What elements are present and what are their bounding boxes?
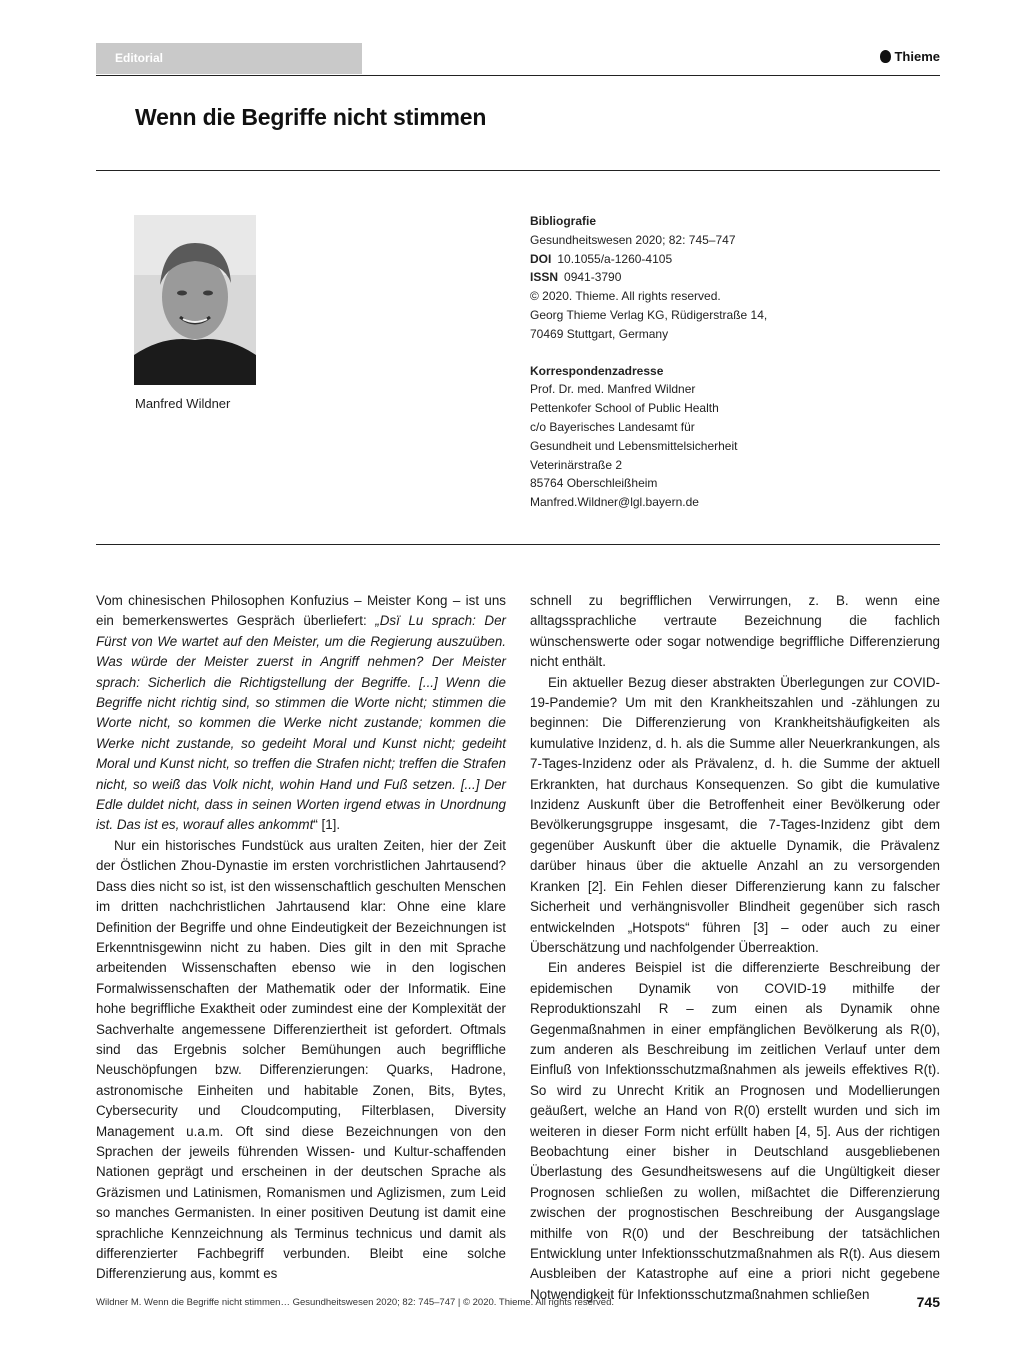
journal-citation: Gesundheitswesen 2020; 82: 745–747 xyxy=(530,232,736,247)
paragraph: Nur ein historisches Fundstück aus uralten Zeiten, hier der Zeit der Östlichen Zhou-Dynastie im ersten vorchristlichen Jahrtausend? Dass dies nicht so ist, ist den wissenschaftlich geschulten Menschen im dritten nachchristlichen Jahrtausend klar: Ohne eine klare Definition der Begriffe und ohne Eindeutigkeit der Bezeichnungen ist Erkenntnisgewinn nicht zu haben. Dies gilt in den mit Sprache arbeitenden Wissenschaften ebenso wie in den logischen Formalwissenschaften der Mathematik oder der Informatik. Eine hohe begriffliche Exaktheit oder zumindest eine der Komplexität der Sachverhalte angemessene Differenziertheit ist gefordert. Oftmals sind das Ergebnis solcher Bemühungen auch begriffliche Neuschöpfungen bzw. Differenzierungen: Quarks, Hadrone, astronomische Einheiten und habitable Zonen, Bits, Bytes, Cybersecurity und Cloudcomputing, Filterblasen, Diversity Management u.a.m. Oft sind diese Bezeichnungen von den Sprachen der jeweils führenden Wissen- und Kultur-schaffenden Nationen geprägt und erscheinen in der deutschen Sprache als Gräzismen und Latinismen, Romanismen und Aglizismen, zum Leid so manches Germanisten. In einer positiven Deutung ist damit eine sprachliche Kennzeichnung als Terminus technicus und damit als differenzierter Fachbegriff verbunden. Bleibt eine solche Differenzierung aus, kommt es xyxy=(96,837,506,1282)
copyright-line: © 2020. Thieme. All rights reserved. xyxy=(530,289,721,304)
confucius-quote: „Dsï Lu sprach: Der Fürst von We wartet auf den Meister, um die Regierung auszuüben. Was würde der Meister zuerst in Angriff nehmen? Der Meister sprach: Sicherlich die Richtigstellung der Begriffe. [...] Wenn die Begriffe nicht richtig sind, so stimmen die Worte nicht; stimmen die Worte nicht, so kommen die Werke nicht zustande; kommen die Werke nicht zustande, so gedeiht Moral und Kunst nicht; gedeiht Moral und Kunst nicht, so treffen die Strafen nicht; treffen die Strafen nicht, so weiß das Volk nicht, wohin Hand und Fuß setzen. [...] Der Edle duldet nicht, dass in seinen Worten irgend etwas in Unordnung ist. Das ist es, worauf alles ankommt xyxy=(96,613,506,833)
doi-label: DOI xyxy=(530,251,552,266)
header-divider xyxy=(96,75,940,76)
correspondence-line: Pettenkofer School of Public Health xyxy=(530,401,719,416)
correspondence-line: 85764 Oberschleißheim xyxy=(530,476,658,491)
footer-citation: Wildner M. Wenn die Begriffe nicht stimmen… Gesundheitswesen 2020; 82: 745–747 | © 2020. Thieme. All rights reserved. xyxy=(96,1297,614,1308)
metadata-divider xyxy=(96,544,940,545)
doi-value: 10.1055/a-1260-4105 xyxy=(557,251,673,266)
publisher-address-line: 70469 Stuttgart, Germany xyxy=(530,326,669,341)
doi-line xyxy=(530,250,930,269)
publisher-logo xyxy=(880,49,940,64)
portrait-caption: Manfred Wildner xyxy=(135,396,231,411)
correspondence-email[interactable]: Manfred.Wildner@lgl.bayern.de xyxy=(530,495,699,510)
thieme-logo-icon xyxy=(880,50,891,63)
body-column-right xyxy=(530,591,940,1305)
correspondence-heading: Korrespondenzadresse xyxy=(530,363,664,378)
publisher-name: Thieme xyxy=(894,49,940,64)
title-divider xyxy=(96,170,940,171)
quote-citation: “ [1]. xyxy=(313,817,341,833)
paragraph: schnell zu begrifflichen Verwirrungen, z. B. wenn eine alltagssprachliche vertraute Bezeichnung die fachlich wünschenswerte oder sogar notwendige begriffliche Differenzierung nicht enthält. xyxy=(530,593,940,670)
issn-value: 0941-3790 xyxy=(564,270,622,285)
article-metadata xyxy=(530,212,930,512)
publisher-address-line: Georg Thieme Verlag KG, Rüdigerstraße 14, xyxy=(530,307,768,322)
section-label: Editorial xyxy=(96,43,362,74)
portrait-image xyxy=(134,215,256,385)
correspondence-line: Gesundheit und Lebensmittelsicherheit xyxy=(530,438,738,453)
paragraph: Ein aktueller Bezug dieser abstrakten Überlegungen zur COVID-19-Pandemie? Um mit den Krankheitszahlen und -zählungen zu beginnen: Die Differenzierung von Krankheitshäufigkeiten als kumulative Inzidenz, d. h. als die Summe aller Neuerkrankungen, als 7-Tages-Inzidenz oder als Prävalenz, d. h. die Summe der aktuell Erkrankten, hat durchaus Konsequenzen. So gibt die kumulative Inzidenz Auskunft über die Betroffenheit einer Bevölkerung oder Bevölkerungsgruppe insgesamt, die 7-Tages-Inzidenz gibt dem gegenüber Auskunft über die aktuelle Dynamik, die Prävalenz darüber hinaus über die aktuelle Anzahl an zu versorgenden Kranken [2]. Ein Fehlen dieser Differenzierung kann zu falscher Sicherheit und verhängnisvoller Blindheit gegenüber sich rasch entwickelnden „Hotspots“ führen [3] – oder auch zu einer Überschätzung und nachfolgender Überreaktion. xyxy=(530,674,940,955)
page-number: 745 xyxy=(916,1294,940,1310)
correspondence-line: c/o Bayerisches Landesamt für xyxy=(530,419,695,434)
correspondence-line: Prof. Dr. med. Manfred Wildner xyxy=(530,382,696,397)
correspondence-line: Veterinärstraße 2 xyxy=(530,457,623,472)
body-column-left xyxy=(96,591,506,1285)
author-portrait xyxy=(134,215,256,385)
paragraph xyxy=(96,591,506,836)
bibliography-heading: Bibliografie xyxy=(530,214,597,228)
issn-label: ISSN xyxy=(530,270,559,285)
issn-line xyxy=(530,268,930,287)
article-title: Wenn die Begriffe nicht stimmen xyxy=(135,104,487,130)
paragraph: Ein anderes Beispiel ist die differenzierte Beschreibung der epidemischen Dynamik von COVID-19 mithilfe der Reproduktionszahl R – zum einen als Dynamik ohne Gegenmaßnahmen in einer empfänglichen Bevölkerung als R(0), zum anderen als Beschreibung im zeitlichen Verlauf unter dem Einfluß von Infektionsschutzmaßnahmen als jeweils effektives R(t). So wird zu Unrecht Kritik an Prognosen und Modellierungen geäußert, welche an Hand von R(0) erstellt wurden und sich im weiteren in dieser Form nicht erfüllt haben [4, 5]. Aus der richtigen Beobachtung einer bisher in Deutschland ausgebliebenen Überlastung des Gesundheitswesens auf die Ungültigkeit dieser Prognosen schließen zu wollen, mißachtet die Differenzierung zwischen der prognostischen Beschreibung der Ausgangslage mithilfe von R(0) und der Beschreibung der tatsächlichen Entwicklung unter Infektionsschutzmaßnahmen als R(t). Aus diesem Ausbleiben der Katastrophe auf eine a priori nicht gegebene Notwendigkeit für Infektionsschutzmaßnahmen schließen xyxy=(530,960,940,1302)
paragraph-intro: Vom chinesischen Philosophen Konfuzius – Meister Kong – ist uns ein bemerkenswertes Gespräch überliefert: xyxy=(96,593,506,629)
